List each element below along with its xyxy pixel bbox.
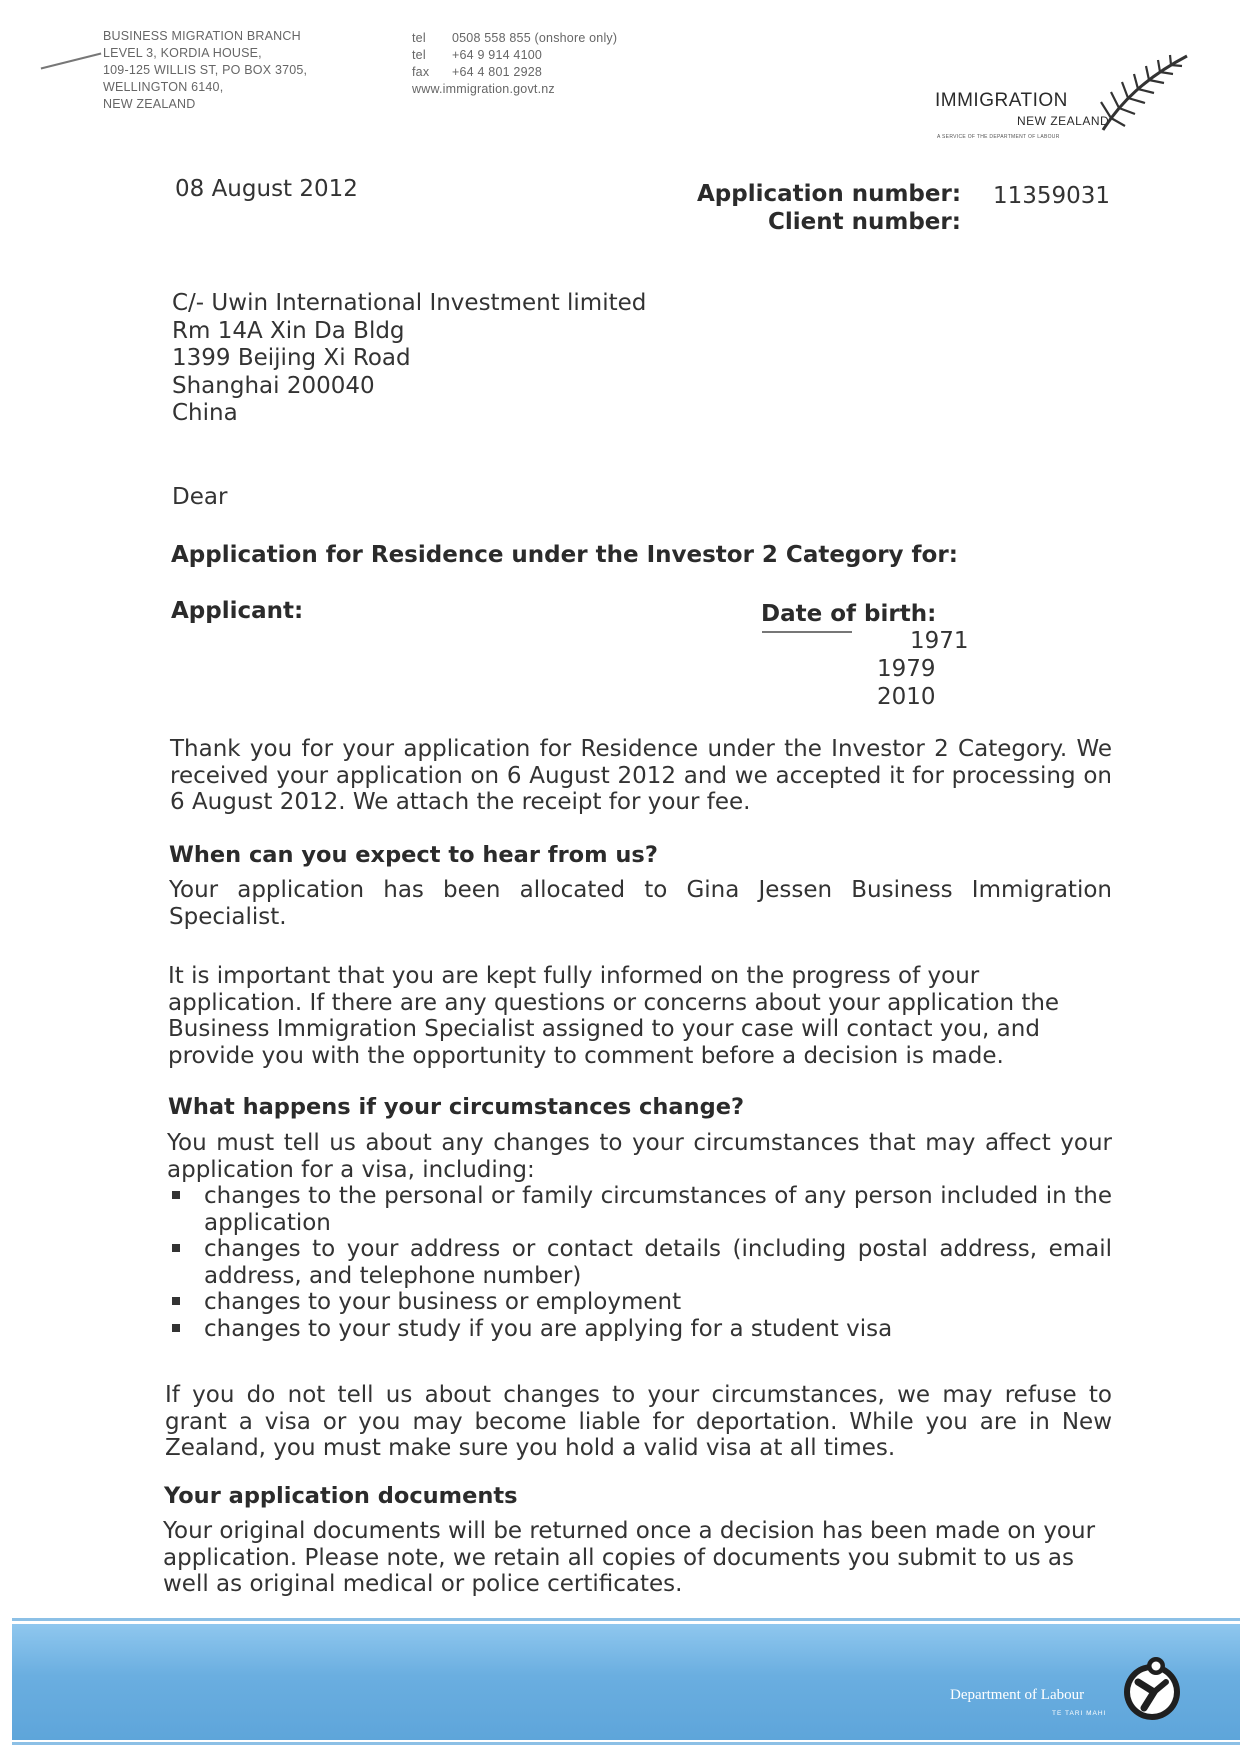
footer-rule — [12, 1618, 1240, 1621]
paragraph-line: It is important that you are kept fully informed on the progress of your — [168, 963, 980, 989]
dob-year: 1979 — [877, 656, 936, 682]
redacted-text — [762, 631, 852, 633]
logo-tagline: A SERVICE OF THE DEPARTMENT OF LABOUR — [937, 134, 1060, 140]
recipient-line: China — [172, 400, 238, 426]
applicant-label: Applicant: — [171, 598, 304, 624]
paragraph-line: application. If there are any questions or concerns about your application the — [168, 989, 1060, 1016]
list-item — [172, 1289, 1112, 1316]
dob-label: Date of birth: — [761, 601, 937, 627]
paragraph-line: Business Immigration Specialist assigned to your case will contact you, and — [168, 1016, 1040, 1042]
list-item-line: changes to your business or employment — [204, 1289, 682, 1315]
website: www.immigration.govt.nz — [412, 82, 555, 96]
contact-row — [412, 30, 617, 47]
footer-rule — [12, 1742, 1240, 1745]
paragraph-line: Thank you for your application for Residence under the Investor 2 Category. We — [170, 736, 1112, 762]
changes-list — [172, 1183, 1112, 1342]
department-of-labour-name: Department of Labour — [950, 1687, 1085, 1703]
address-line: WELLINGTON 6140, — [103, 80, 224, 94]
paragraph-line: provide you with the opportunity to comment before a decision is made. — [168, 1042, 1004, 1069]
branch-address — [103, 28, 307, 113]
dob-year: 2010 — [877, 684, 936, 710]
list-item-line: address, and telephone number) — [204, 1262, 582, 1289]
contact-value: +64 9 914 4100 — [452, 48, 543, 62]
recipient-line: 1399 Beijing Xi Road — [172, 345, 411, 371]
section-paragraph — [169, 877, 1112, 930]
paragraph-line: application. Please note, we retain all copies of documents you submit to us as — [163, 1544, 1075, 1571]
paragraph-line: Your original documents will be returned once a decision has been made on your — [163, 1518, 1096, 1544]
list-item — [172, 1183, 1112, 1236]
department-of-labour-maori-name: TE TARI MAHI — [1052, 1710, 1107, 1717]
address-line: 109-125 WILLIS ST, PO BOX 3705, — [103, 63, 308, 77]
contact-row — [412, 47, 617, 64]
subject-line: Application for Residence under the Investor 2 Category for: — [171, 542, 958, 568]
paragraph-line: application for a visa, including: — [167, 1156, 535, 1183]
paragraph-line: received your application on 6 August 2012 and we accepted it for processing on — [170, 762, 1112, 789]
section-heading: When can you expect to hear from us? — [169, 842, 658, 868]
contact-label: tel — [412, 48, 426, 62]
client-number-label: Client number: — [768, 209, 961, 235]
logo-title: IMMIGRATION — [935, 90, 1068, 111]
list-item-line: changes to your address or contact details (including postal address, email — [204, 1236, 1112, 1262]
list-item — [172, 1316, 1112, 1343]
paragraph-line: grant a visa or you may become liable for deportation. While you are in New — [165, 1408, 1112, 1435]
contact-row — [412, 64, 617, 81]
address-line: LEVEL 3, KORDIA HOUSE, — [103, 46, 262, 60]
recipient-line: Rm 14A Xin Da Bldg — [172, 317, 405, 344]
department-of-labour-logo-icon — [1120, 1652, 1184, 1724]
section-paragraph — [168, 963, 1118, 1069]
footer-band — [12, 1624, 1240, 1740]
list-item-line: application — [204, 1209, 331, 1236]
paragraph-line: Specialist. — [169, 903, 287, 930]
section-heading: What happens if your circumstances change? — [168, 1094, 745, 1120]
bullet-icon — [172, 1324, 180, 1332]
section-paragraph — [165, 1382, 1112, 1462]
recipient-line: C/- Uwin International Investment limited — [172, 290, 647, 316]
list-item-line: changes to your study if you are applying for a student visa — [204, 1315, 893, 1342]
address-line: NEW ZEALAND — [103, 97, 196, 111]
bullet-icon — [172, 1297, 180, 1305]
bullet-icon — [172, 1191, 180, 1199]
immigration-nz-logo — [935, 48, 1195, 143]
address-line: BUSINESS MIGRATION BRANCH — [103, 29, 301, 43]
list-item-line: changes to the personal or family circumstances of any person included in the — [204, 1183, 1112, 1209]
paragraph-line: 6 August 2012. We attach the receipt for your fee. — [170, 789, 751, 815]
paragraph-line: You must tell us about any changes to your circumstances that may affect your — [167, 1130, 1112, 1156]
application-number: 11359031 — [993, 183, 1111, 209]
paragraph-line: If you do not tell us about changes to your circumstances, we may refuse to — [165, 1382, 1112, 1408]
paragraph-line: Zealand, you must make sure you hold a valid visa at all times. — [165, 1435, 896, 1461]
section-paragraph — [163, 1518, 1113, 1598]
pen-stroke-mark — [41, 53, 102, 70]
contact-block — [412, 30, 617, 98]
paragraph-line: well as original medical or police certificates. — [163, 1571, 683, 1597]
section-paragraph — [167, 1130, 1112, 1183]
letter-date: 08 August 2012 — [175, 176, 358, 202]
contact-value: +64 4 801 2928 — [452, 65, 543, 79]
application-number-label: Application number: — [697, 181, 962, 207]
recipient-address — [172, 290, 646, 428]
silver-fern-icon — [1095, 48, 1195, 138]
paragraph-line: Your application has been allocated to Gina Jessen Business Immigration — [169, 877, 1112, 903]
contact-label: tel — [412, 31, 426, 45]
section-heading: Your application documents — [164, 1483, 518, 1509]
intro-paragraph — [170, 736, 1112, 816]
recipient-line: Shanghai 200040 — [172, 372, 375, 399]
contact-value: 0508 558 855 (onshore only) — [452, 31, 618, 45]
list-item — [172, 1236, 1112, 1289]
bullet-icon — [172, 1244, 180, 1252]
dob-year: 1971 — [910, 628, 969, 654]
contact-label: fax — [412, 65, 430, 79]
logo-subtitle: NEW ZEALAND — [1017, 114, 1110, 128]
salutation: Dear — [172, 484, 228, 510]
